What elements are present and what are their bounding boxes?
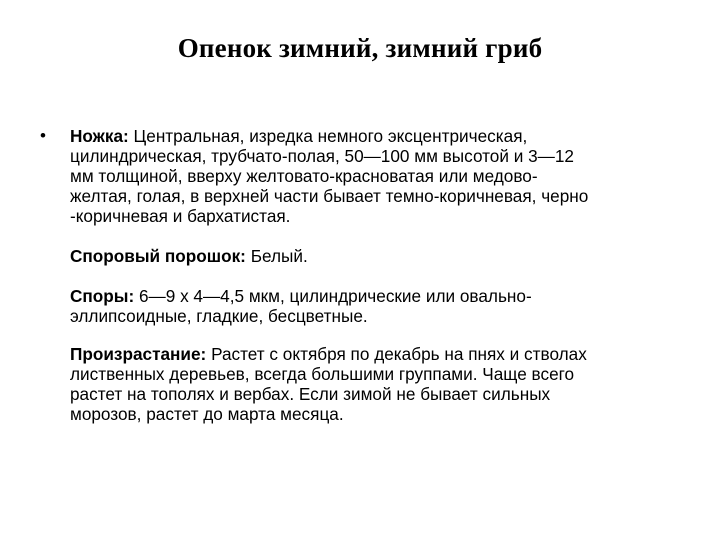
stem-line-1 [70, 126, 710, 146]
bullet-marker: • [40, 126, 46, 145]
spores-line-1 [70, 286, 710, 306]
habitat-line-4: морозов, растет до марта месяца. [70, 404, 344, 424]
habitat-term: Произрастание: [70, 344, 207, 364]
stem-line-2: цилиндрическая, трубчато-полая, 50—100 мм высотой и 3—12 [70, 146, 574, 166]
stem-term: Ножка: [70, 126, 129, 146]
slide-title: Опенок зимний, зимний гриб [177, 33, 543, 63]
habitat-line-1 [70, 344, 710, 364]
habitat-line-3: растет на тополях и вербах. Если зимой не бывает сильных [70, 384, 551, 404]
spores-line-2: эллипсоидные, гладкие, бесцветные. [70, 306, 368, 326]
stem-paragraph [70, 126, 710, 226]
stem-line-5: -коричневая и бархатистая. [70, 206, 291, 226]
spores-term: Споры: [70, 286, 135, 306]
habitat-text-1: Растет с октября по декабрь на пнях и стволах [211, 344, 587, 364]
spores-text-1: 6—9 х 4—4,5 мкм, цилиндрические или овально- [138, 286, 532, 306]
spores-paragraph [70, 286, 710, 326]
stem-text-1: Центральная, изредка немного эксцентрическая, [133, 126, 528, 146]
stem-line-4: желтая, голая, в верхней части бывает темно-коричневая, черно [70, 186, 589, 206]
spore-powder-text-1: Белый. [250, 246, 308, 266]
spore-powder-term: Споровый порошок: [70, 246, 246, 266]
spore-powder-line-1 [70, 246, 710, 266]
stem-line-3: мм толщиной, вверху желтовато-красноватая или медово- [70, 166, 538, 186]
habitat-line-2: лиственных деревьев, всегда большими группами. Чаще всего [70, 364, 575, 384]
habitat-paragraph [70, 344, 710, 424]
spore-powder-paragraph [70, 246, 710, 266]
